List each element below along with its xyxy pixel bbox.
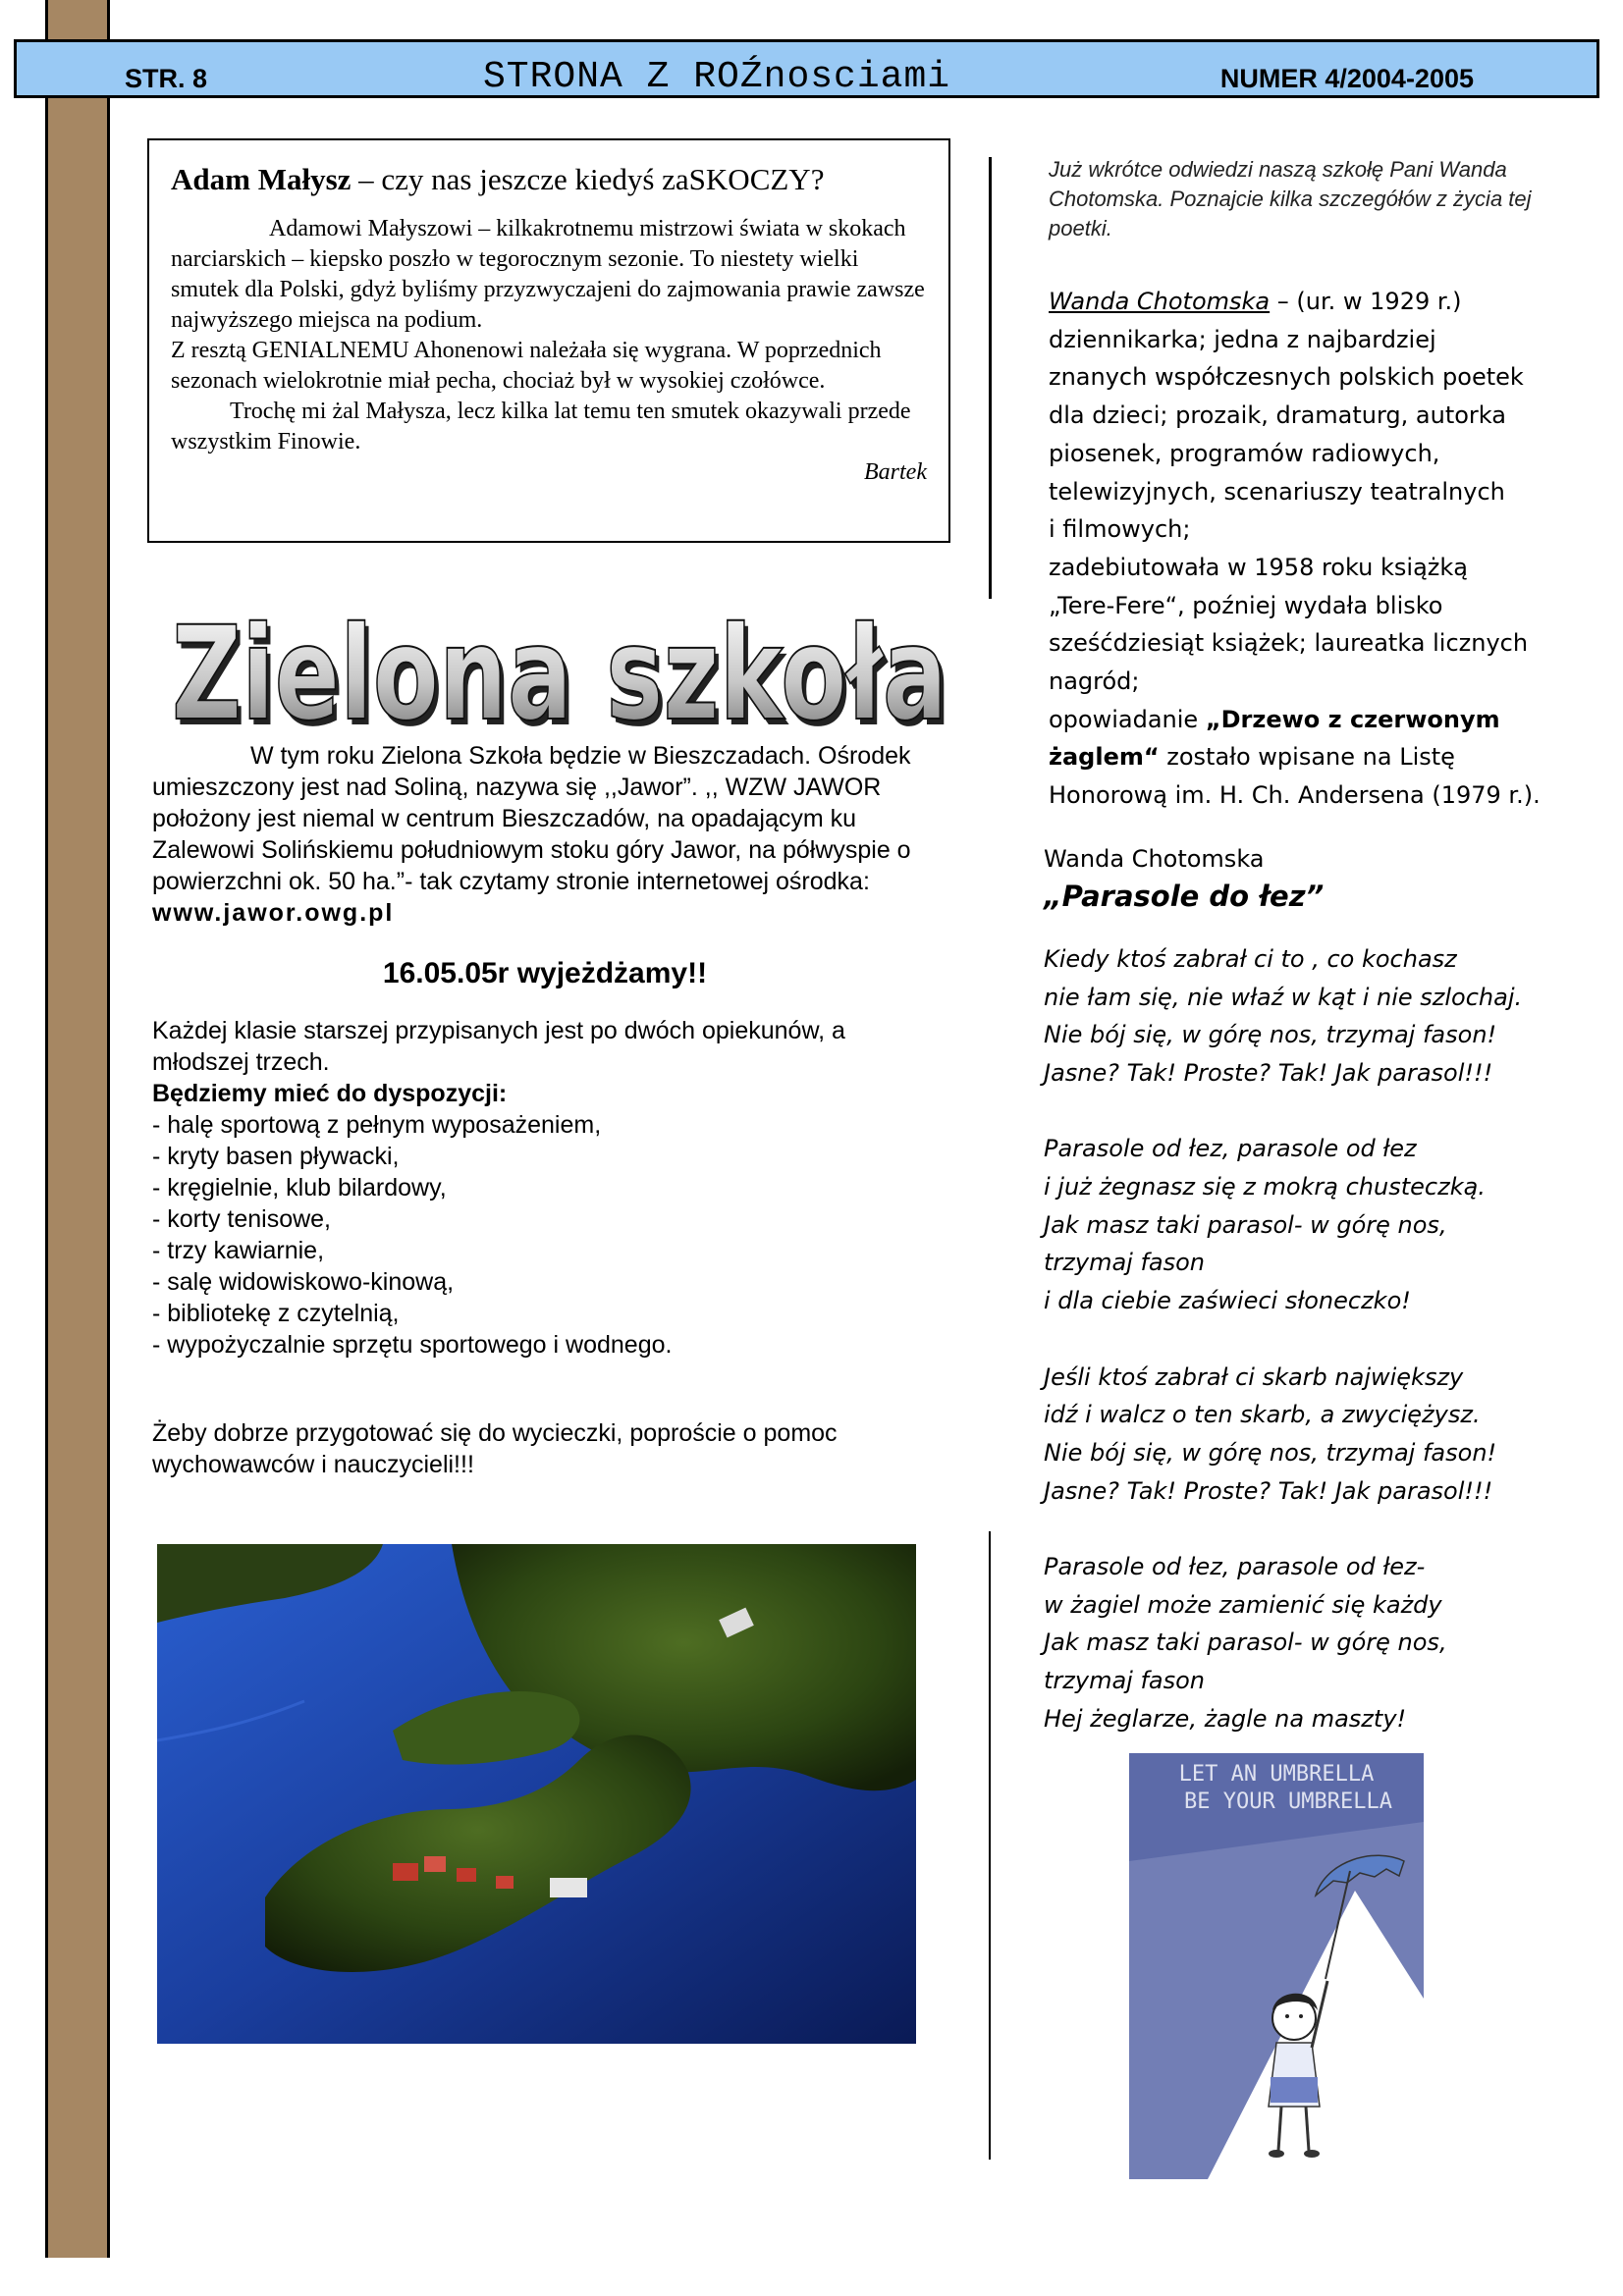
facility-item: - bibliotekę z czytelnią, (152, 1300, 400, 1327)
zs-closing: Żeby dobrze przygotować się do wycieczki, poproście o pomoc wychowawców i nauczycieli!!! (152, 1419, 838, 1478)
poem-stanza: Kiedy ktoś zabrał ci to , co kochasz nie łam się, nie właź w kąt i nie szlochaj. Nie bój się, w górę nos, trzymaj fason! Jasne? Tak! Proste? Tak! Jak parasol!!! (1044, 944, 1523, 1087)
poem-header (1044, 844, 1598, 911)
zs-guardians: Każdej klasie starszej przypisanych jest po dwóch opiekunów, a młodszej trzech. (152, 1017, 845, 1076)
issue-number: NUMER 4/2004-2005 (1219, 64, 1474, 93)
poem-stanza: Parasole od łez, parasole od łez i już żegnasz się z mokrą chusteczką. Jak masz taki parasol- w górę nos, trzymaj fason i dla ciebie zaświeci słoneczko! (1044, 1135, 1486, 1315)
bio-name: Wanda Chotomska (1049, 288, 1271, 315)
umbrella-illustration (1129, 1753, 1424, 2179)
column-divider (989, 157, 992, 599)
bio-line: sześćdziesiąt książek; laureatka licznych (1049, 629, 1529, 658)
page-number: STR. 8 (125, 64, 208, 93)
bio-line: piosenek, programów radiowych, (1049, 439, 1440, 467)
zs-intro: W tym roku Zielona Szkoła będzie w Bieszczadach. Ośrodek umieszczony jest nad Soliną, nazywa się ,,Jawor”. ,, WZW JAWOR położony jest niemal w centrum Bieszczadów, na opadającym ku Zalewowi Solińskiemu południowym stoku góry Jawor, na półwyspie o powierzchni ok. 50 ha.”- tak czytamy stronie internetowej ośrodka: www.jawor.owg.pl (152, 742, 911, 927)
poem-title: „Parasole do łez” (1044, 879, 1325, 913)
chotomska-column (1044, 155, 1598, 1738)
facility-item: - kryty basen pływacki, (152, 1143, 400, 1170)
bio-line: żaglem“ zostało wpisane na Listę (1049, 743, 1455, 772)
article-paragraph: Trochę mi żal Małysza, lecz kilka lat temu ten smutek okazywali przede wszystkim Finowie. (171, 399, 911, 454)
bio-line: dla dzieci; prozaik, dramaturg, autorka (1049, 401, 1506, 430)
article-title: Adam Małysz – czy nas jeszcze kiedyś zaSKOCZY? (171, 162, 825, 196)
malysz-article (147, 138, 950, 543)
poem-stanza: Parasole od łez, parasole od łez- w żagiel może zamienić się każdy Jak masz taki parasol- w górę nos, trzymaj fason Hej żeglarze, żagle na maszty! (1044, 1553, 1447, 1733)
poem-author: Wanda Chotomska (1044, 844, 1265, 873)
solina-lake-photo (157, 1544, 916, 2044)
poem-text (1044, 940, 1598, 1738)
bio-line: telewizyjnych, scenariuszy teatralnych (1049, 477, 1505, 506)
bio-line: opowiadanie „Drzewo z czerwonym (1049, 705, 1500, 733)
zs-url: www.jawor.owg.pl (152, 899, 395, 927)
zs-facilities-title: Będziemy mieć do dyspozycji: (152, 1080, 508, 1107)
article-paragraph: Z resztą GENIALNEMU Ahonenowi należała się wygrana. W poprzednich sezonach wielokrotnie miał pecha, chociaż był w wysokiej czołówce. (171, 338, 882, 394)
bio-line: Honorową im. H. Ch. Andersena (1979 r.). (1049, 781, 1541, 810)
side-bar (45, 0, 110, 2258)
page-title: STRONA Z ROŹnosciami (483, 56, 951, 98)
bio-line: zadebiutowała w 1958 roku książką (1049, 553, 1468, 581)
article-paragraph: Adamowi Małyszowi – kilkakrotnemu mistrzowi świata w skokach narciarskich – kiepsko poszło w tegorocznym sezonie. To niestety wielki smutek dla Polski, gdyż byliśmy przyzwyczajeni do zajmowania prawie zawsze najwyższego miejsca na podium. (171, 216, 925, 333)
bio-heading: Wanda Chotomska – (ur. w 1929 r.) (1049, 288, 1462, 315)
zielona-szkola-article (152, 740, 938, 1480)
facility-item: - wypożyczalnie sprzętu sportowego i wodnego. (152, 1331, 673, 1359)
facility-item: - korty tenisowe, (152, 1205, 332, 1233)
column-divider (989, 1531, 991, 2160)
bio-line: dziennikarka; jedna z najbardziej (1049, 325, 1436, 353)
facility-item: - halę sportową z pełnym wyposażeniem, (152, 1111, 602, 1139)
bio-line: „Tere-Fere“, poźniej wydała blisko (1049, 591, 1443, 619)
umbrella-caption-line: LET AN UMBRELLA (1178, 1762, 1375, 1787)
page-header (14, 39, 1599, 98)
article-signature: Bartek (864, 459, 927, 485)
chotomska-bio (1049, 283, 1598, 815)
zs-date: 16.05.05r wyjeżdżamy!! (382, 957, 708, 989)
facility-item: - kręgielnie, klub bilardowy, (152, 1174, 447, 1201)
chotomska-intro: Już wkrótce odwiedzi naszą szkołę Pani Wanda Chotomska. Poznajcie kilka szczegółów z życia tej poetki. (1049, 157, 1532, 240)
heading-shadow: Zielona szkoła (176, 605, 951, 746)
bio-line: nagród; (1049, 667, 1140, 696)
facility-item: - salę widowiskowo-kinową, (152, 1268, 455, 1296)
bio-line: i filmowych; (1049, 515, 1191, 544)
zielona-szkola-heading (169, 599, 954, 746)
heading-text: Zielona szkoła (172, 599, 947, 746)
poem-stanza: Jeśli ktoś zabrał ci skarb największy idź i walcz o ten skarb, a zwyciężysz. Nie bój się, w górę nos, trzymaj fason! Jasne? Tak! Proste? Tak! Jak parasol!!! (1044, 1362, 1497, 1505)
facility-item: - trzy kawiarnie, (152, 1237, 325, 1264)
bio-line: znanych współczesnych polskich poetek (1049, 363, 1524, 392)
umbrella-caption-line: BE YOUR UMBRELLA (1184, 1789, 1392, 1814)
